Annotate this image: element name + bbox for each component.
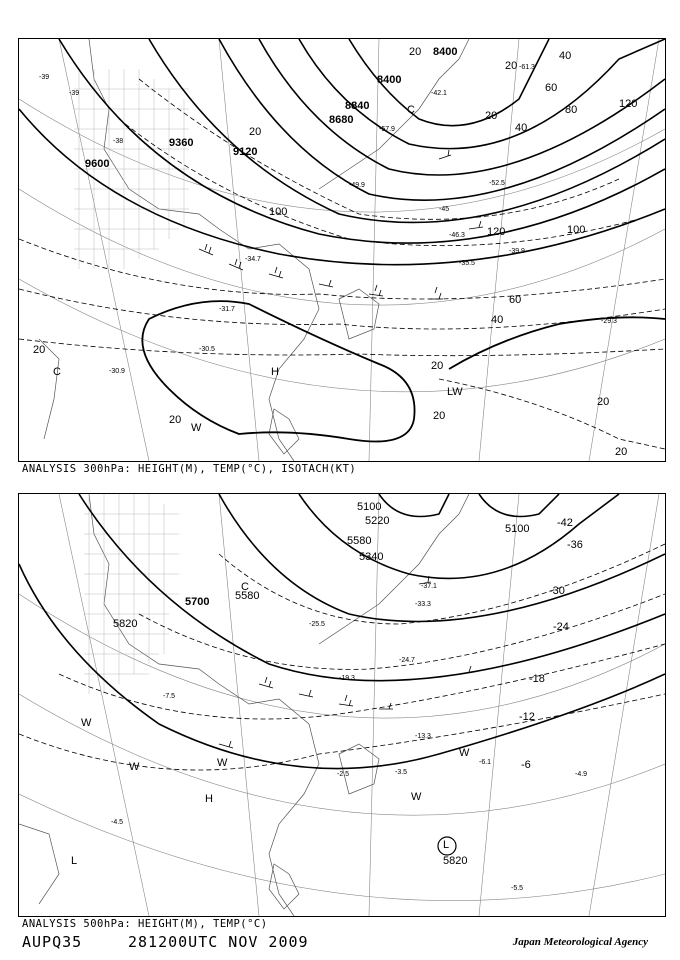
height-label: 8680 [329, 114, 354, 126]
temp-label: -45 [439, 206, 450, 213]
temp-label: -3.5 [395, 769, 408, 776]
temp-label: -35.5 [459, 260, 475, 267]
temp-label: -34.7 [245, 256, 261, 263]
isotach-label: 20 [409, 46, 422, 58]
height-label: 9360 [169, 137, 194, 149]
height-label: 9600 [85, 158, 110, 170]
valid-time: 281200UTC NOV 2009 [128, 933, 309, 951]
temp-label: -24.7 [399, 657, 415, 664]
agency-name: Japan Meteorological Agency [512, 936, 648, 948]
temp-label: -42.1 [431, 90, 447, 97]
height-label: 8400 [433, 46, 458, 58]
temp-label: -31.7 [219, 306, 235, 313]
high-pressure-symbol: H [205, 793, 213, 805]
isotach-label: 80 [565, 104, 578, 116]
isotach-label: 20 [485, 110, 498, 122]
temp-label: -7.5 [163, 693, 176, 700]
map-500hpa [18, 493, 666, 917]
high-pressure-symbol: H [271, 366, 279, 378]
warm-symbol: W [217, 757, 228, 769]
isotach-label: 20 [433, 410, 446, 422]
temp-label: -52.5 [489, 180, 505, 187]
temp-label: -6.1 [479, 759, 492, 766]
isotach-label: 20 [249, 126, 262, 138]
temp-label: -5.5 [511, 885, 524, 892]
map-500hpa-graphics [19, 494, 665, 916]
warm-symbol: W [81, 717, 92, 729]
isotach-label: 20 [505, 60, 518, 72]
temp-label: -30 [549, 585, 565, 597]
cold-symbol: C [53, 366, 61, 378]
cold-symbol: C [407, 104, 415, 116]
temp-label: -46.3 [449, 232, 465, 239]
warm-symbol: W [191, 422, 202, 434]
temp-label: -39.9 [509, 248, 525, 255]
temp-label: -24 [553, 621, 569, 633]
isotach-label: 40 [491, 314, 504, 326]
temp-label: -33.3 [415, 601, 431, 608]
isotach-label: 20 [597, 396, 610, 408]
height-label: 5700 [185, 596, 210, 608]
temp-label: -2.5 [337, 771, 350, 778]
height-label: 5100 [357, 501, 382, 513]
temp-label: -30.9 [109, 368, 125, 375]
isotach-label: 20 [431, 360, 444, 372]
temp-label: -42 [557, 517, 573, 529]
graticule [19, 39, 665, 461]
temp-label: -19.3 [339, 675, 355, 682]
temp-label: -49.9 [349, 182, 365, 189]
map-300hpa-graphics [19, 39, 665, 461]
temp-label: -38 [113, 138, 124, 145]
caption-300hpa: ANALYSIS 300hPa: HEIGHT(M), TEMP(°C), ISOTACH(KT) [22, 463, 357, 475]
temperature-contours [19, 544, 665, 770]
isotach-label: 120 [487, 226, 506, 238]
height-label: 5220 [365, 515, 390, 527]
temp-label: -13.3 [415, 733, 431, 740]
temp-label: -39 [69, 90, 80, 97]
height-label: 5580 [235, 590, 260, 602]
low-pressure-symbol: L [443, 839, 450, 851]
temp-label: -30.5 [199, 346, 215, 353]
isotach-label: 60 [509, 294, 522, 306]
map-300hpa [18, 38, 666, 462]
temp-label: -18 [529, 673, 545, 685]
caption-500hpa: ANALYSIS 500hPa: HEIGHT(M), TEMP(°C) [22, 918, 268, 930]
temp-label: -37.1 [421, 583, 437, 590]
temperature-contours [19, 79, 665, 449]
height-label: 5820 [443, 855, 468, 867]
temp-label: -4.9 [575, 771, 588, 778]
height-label: 5340 [359, 551, 384, 563]
temp-label: -57.9 [379, 126, 395, 133]
isotach-label: 20 [169, 414, 182, 426]
isotach-label: 40 [559, 50, 572, 62]
isotach-label: 100 [269, 206, 288, 218]
temp-label: -36 [567, 539, 583, 551]
temp-label: -12 [519, 711, 535, 723]
isotach-label: 120 [619, 98, 638, 110]
coastline [19, 494, 469, 916]
graticule [19, 494, 665, 916]
temp-label: -39 [39, 74, 50, 81]
warm-symbol: W [459, 747, 470, 759]
temp-label: -4.5 [111, 819, 124, 826]
low-warm-symbol: LW [447, 386, 463, 398]
height-label: 5820 [113, 618, 138, 630]
isotach-label: 100 [567, 224, 586, 236]
height-label: 8840 [345, 100, 370, 112]
height-label: 9120 [233, 146, 258, 158]
chart-id: AUPQ35 [22, 933, 83, 951]
cold-symbol: C [241, 581, 249, 593]
temp-label: -61.3 [519, 64, 535, 71]
low-pressure-symbol: L [71, 855, 78, 867]
temp-label: -29.3 [601, 318, 617, 325]
temp-label: -6 [521, 759, 531, 771]
warm-symbol: W [129, 761, 140, 773]
height-label: 5100 [505, 523, 530, 535]
isotach-region [142, 301, 665, 441]
warm-symbol: W [411, 791, 422, 803]
height-label: 5580 [347, 535, 372, 547]
isotach-label: 20 [615, 446, 628, 458]
isotach-label: 20 [33, 344, 46, 356]
temp-label: -25.5 [309, 621, 325, 628]
height-label: 8400 [377, 74, 402, 86]
isotach-label: 60 [545, 82, 558, 94]
isotach-label: 40 [515, 122, 528, 134]
